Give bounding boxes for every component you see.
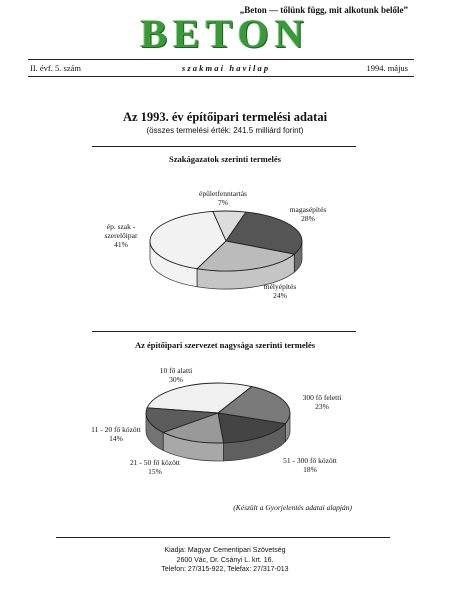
pie1-label-melyepites: mélyépítés 24%	[263, 282, 297, 300]
issue-number: II. évf. 5. szám	[30, 63, 81, 73]
pie1-label-magasepites: magasépítés 28%	[289, 205, 327, 223]
pie2-label-300-felett: 300 fő feletti 23%	[302, 393, 342, 411]
chart2-title: Az építőipari szervezet nagysága szerinti termelés	[134, 340, 316, 350]
newspaper-subtitle: s z a k m a i h a v i l a p	[181, 63, 269, 73]
footer-rule	[56, 537, 390, 538]
article-subtitle: (összes termelési érték: 241.5 milliárd forint)	[146, 126, 304, 135]
chart2-top-rule	[92, 331, 356, 332]
chart1-title: Szakágazatok szerinti termelés	[169, 154, 281, 164]
pie1-label-epuletfenntartas: épületfenntartás 7%	[199, 189, 247, 207]
pie2-label-11-20: 11 - 20 fő között 14%	[91, 425, 141, 443]
publisher-address: 2600 Vác, Dr. Csányi L. krt. 16.	[176, 556, 274, 564]
logo: BETON	[140, 11, 310, 56]
motto: „Beton — tőlünk függ, mit alkotunk belőle”	[239, 5, 408, 15]
pie2-label-51-300: 51 - 300 fő között 18%	[283, 456, 337, 474]
publisher-phone: Telefon: 27/315-922, Telefax: 27/317-013	[161, 566, 289, 573]
pie2-label-21-50: 21 - 50 fő között 15%	[130, 458, 180, 476]
pie1-label-szereloipar: ép. szak - szerelőipar 41%	[104, 222, 138, 249]
issue-date: 1994. május	[366, 63, 408, 73]
source-credit: (Készült a Gyorjelentés adatai alapján)	[233, 503, 352, 512]
pie-chart-sizes	[146, 383, 290, 461]
pie2-label-10-alatt: 10 fő alatti 30%	[159, 366, 193, 384]
article-title: Az 1993. év építőipari termelési adatai	[122, 110, 328, 124]
publisher-info	[0, 546, 450, 575]
publisher-name: Kiadja: Magyar Cementipari Szövetség	[164, 547, 286, 554]
